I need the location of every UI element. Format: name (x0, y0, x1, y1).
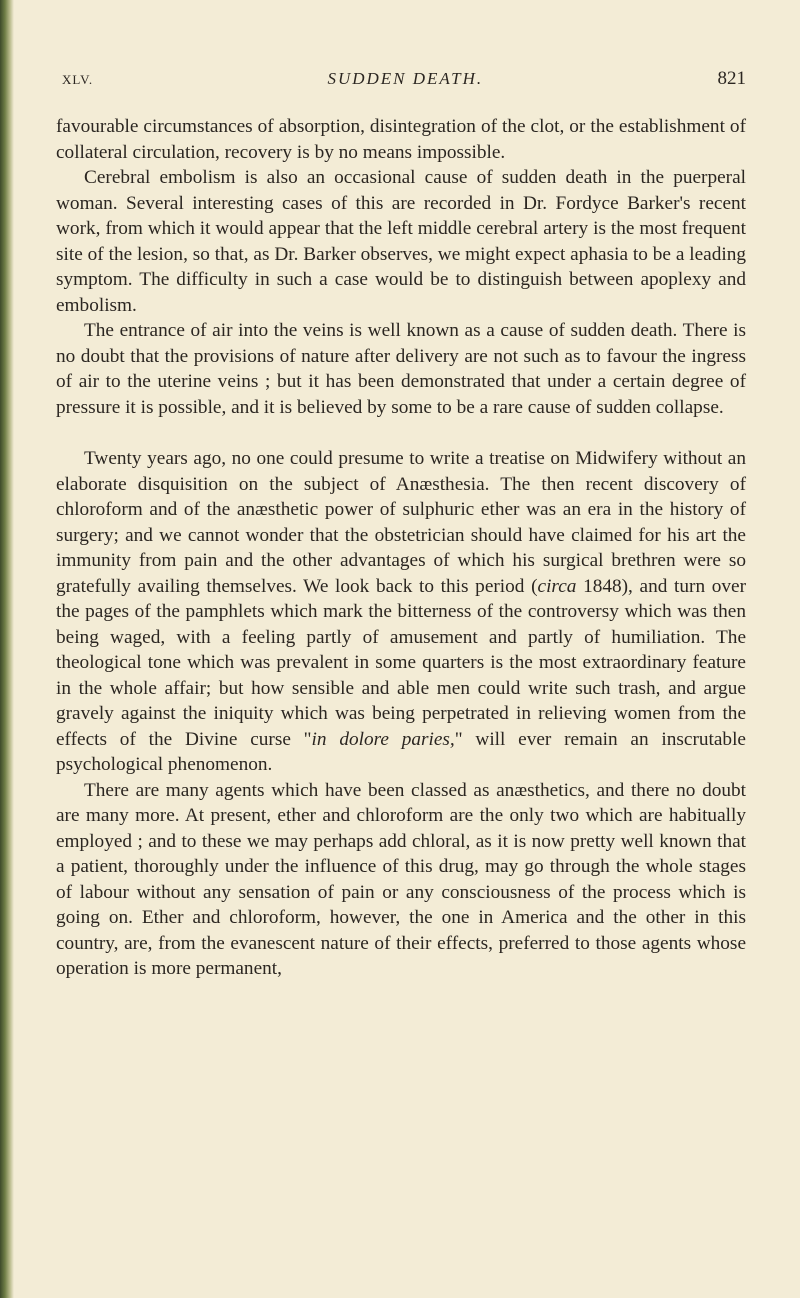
book-page (56, 68, 746, 982)
chapter-number: XLV. (62, 72, 94, 87)
text-run: Twenty years ago, no one could presume to write a treatise on Midwifery without an elaborate disquisition on the subject of Anæsthesia. The then recent discovery of chloroform and of the anæsthetic power of sulphuric ether was an era in the history of surgery; and we cannot wonder that the obstetrician should have claimed for his art the immunity from pain and the other advantages of which his surgical brethren were so gratefully availing themselves. We look back to this period ( (56, 448, 746, 597)
text-run: 1848), and turn over the pages of the pamphlets which mark the bitterness of the controversy which was then being waged, with a feeling partly of amusement and partly of humiliation. The theological tone which was prevalent in some quarters is the most extraordinary feature in the whole affair; but how sensible and able men could write such trash, and argue gravely against the iniquity which was being perpetrated in relieving women from the effects of the Divine curse " (56, 575, 746, 750)
paragraph: There are many agents which have been classed as anæsthetics, and there no doubt are many more. At present, ether and chloroform are the only two which are habitually employed ; and to these we may perhaps add chloral, as it is now pretty well known that a patient, thoroughly under the influence of this drug, may go through the whole stages of labour without any sensation of pain or any consciousness of the process which is going on. Ether and chloroform, however, the one in America and the other in this country, are, from the evanescent nature of their effects, preferred to those agents whose operation is more permanent, (56, 779, 746, 979)
italic-term: circa (537, 575, 577, 597)
text-run: " will ever remain an inscrutable psychological phenomenon. (56, 728, 746, 775)
paragraph: Cerebral embolism is also an occasional cause of sudden death in the puerperal woman. Several interesting cases of this are recorded in Dr. Fordyce Barker's recent work, from which it would appear that the left middle cerebral artery is the most frequent site of the lesion, so that, as Dr. Barker observes, we might expect aphasia to be a leading symptom. The difficulty in such a case would be to distinguish between apoplexy and embolism. (56, 167, 746, 316)
book-binding-edge (0, 0, 14, 1298)
page-number: 821 (717, 68, 746, 89)
latin-quote: in dolore paries, (311, 728, 455, 750)
paragraph: The entrance of air into the veins is well known as a cause of sudden death. There is no doubt that the provisions of nature after delivery are not such as to favour the ingress of air to the uterine veins ; but it has been demonstrated that under a certain degree of pressure it is possible, and it is believed by some to be a rare cause of sudden collapse. (56, 320, 746, 418)
running-header (56, 68, 746, 92)
running-title: SUDDEN DEATH. (327, 69, 484, 88)
paragraph-anaesthesia-intro (56, 446, 746, 778)
paragraph: favourable circumstances of absorption, disintegration of the clot, or the establishment of collateral circulation, recovery is by no means impossible. (56, 116, 746, 163)
section-break (56, 420, 746, 446)
